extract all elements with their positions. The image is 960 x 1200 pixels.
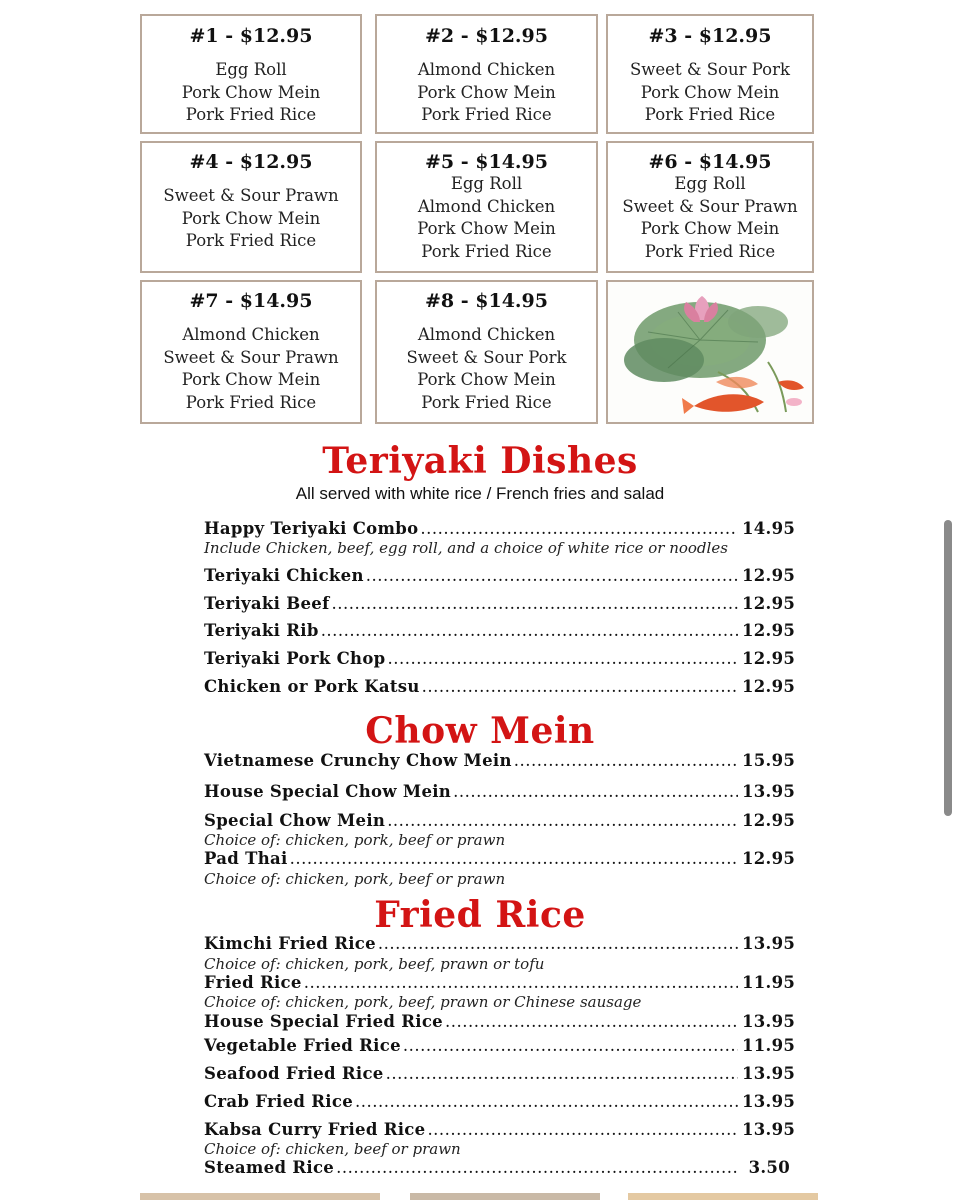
menu-item-price: 12.95 <box>742 594 796 613</box>
menu-item-price: 12.95 <box>742 649 796 668</box>
combo-header: #5 - $14.95 <box>425 151 548 173</box>
combo-item: Pork Fried Rice <box>185 105 317 124</box>
combo-box-6 <box>606 141 814 273</box>
combo-item: Pork Fried Rice <box>421 105 552 124</box>
combo-item: Sweet & Sour Prawn <box>163 186 339 205</box>
dot-leader <box>290 849 738 868</box>
combo-item: Sweet & Sour Pork <box>406 347 567 367</box>
menu-item <box>204 594 796 616</box>
menu-item-name: Teriyaki Pork Chop <box>204 649 386 668</box>
menu-item <box>204 811 796 833</box>
menu-item <box>204 849 796 871</box>
combo-header: #6 - $14.95 <box>648 151 772 173</box>
menu-item-price: 12.95 <box>742 566 796 585</box>
menu-item-price: 13.95 <box>742 934 796 953</box>
combo-item: Pork Chow Mein <box>640 82 780 102</box>
menu-item <box>204 649 796 671</box>
menu-item-price: 15.95 <box>742 751 796 770</box>
dot-leader <box>453 782 738 801</box>
lotus-koi-illustration <box>608 282 812 422</box>
combo-item: Pork Chow Mein <box>181 82 321 102</box>
combo-item: Pork Fried Rice <box>421 241 552 261</box>
combo-box-3 <box>606 14 814 134</box>
combo-item: Almond Chicken <box>417 60 556 79</box>
combo-item: Pork Fried Rice <box>644 105 776 124</box>
menu-item-price: 14.95 <box>742 519 796 538</box>
menu-item-price: 13.95 <box>742 1092 796 1111</box>
menu-item <box>204 751 796 773</box>
menu-item-price: 3.50 <box>748 1158 790 1177</box>
menu-item-note: Choice of: chicken, pork, beef, prawn or tofu <box>204 955 545 973</box>
menu-item-price: 13.95 <box>742 1012 796 1031</box>
dot-leader <box>336 1158 738 1177</box>
vertical-scrollbar[interactable] <box>944 520 952 816</box>
combo-item: Pork Fried Rice <box>185 231 317 250</box>
menu-item-name: Fried Rice <box>204 973 302 992</box>
menu-item <box>204 677 796 699</box>
dot-leader <box>422 677 738 696</box>
menu-item-price: 12.95 <box>742 621 796 640</box>
menu-item-price: 11.95 <box>742 973 796 992</box>
combo-item: Almond Chicken <box>182 325 320 344</box>
combo-item: Almond Chicken <box>417 196 556 216</box>
menu-item-name: Crab Fried Rice <box>204 1092 353 1111</box>
menu-item <box>204 1012 796 1034</box>
menu-item-name: Vietnamese Crunchy Chow Mein <box>204 751 512 770</box>
combo-box-7 <box>140 280 362 424</box>
menu-item-price: 12.95 <box>742 849 796 868</box>
menu-item-price: 11.95 <box>742 1036 796 1055</box>
combo-item: Sweet & Sour Prawn <box>622 196 798 216</box>
menu-item-name: Chicken or Pork Katsu <box>204 677 420 696</box>
combo-box-5 <box>375 141 598 273</box>
menu-item-name: Pad Thai <box>204 849 288 868</box>
combo-item: Pork Chow Mein <box>417 82 556 102</box>
dot-leader <box>321 621 738 640</box>
menu-item-price: 13.95 <box>742 1120 796 1139</box>
menu-item-name: Special Chow Mein <box>204 811 386 830</box>
combo-box-8 <box>375 280 598 424</box>
combo-header: #2 - $12.95 <box>425 25 548 47</box>
combo-item: Pork Chow Mein <box>417 219 556 238</box>
menu-item <box>204 621 796 643</box>
menu-item <box>204 1158 790 1180</box>
combo-header: #3 - $12.95 <box>648 25 772 47</box>
section-title-teriyaki: Teriyaki Dishes <box>322 440 638 482</box>
section-title-fried-rice: Fried Rice <box>374 894 586 936</box>
combo-header: #4 - $12.95 <box>189 151 313 173</box>
menu-item <box>204 782 796 804</box>
menu-item-name: Kimchi Fried Rice <box>204 934 376 953</box>
combo-item: Pork Chow Mein <box>181 370 321 389</box>
combo-item: Pork Fried Rice <box>185 392 317 412</box>
combo-header: #7 - $14.95 <box>189 290 313 312</box>
menu-item <box>204 1064 796 1086</box>
dot-leader <box>332 594 738 613</box>
combo-item: Egg Roll <box>215 60 287 79</box>
menu-item <box>204 566 796 588</box>
menu-item <box>204 934 796 956</box>
combo-item: Almond Chicken <box>417 325 556 344</box>
menu-item-price: 12.95 <box>742 811 796 830</box>
menu-item <box>204 1120 796 1142</box>
menu-item-note: Choice of: chicken, beef or prawn <box>204 1140 461 1158</box>
combo-item: Pork Fried Rice <box>644 241 776 261</box>
combo-item: Sweet & Sour Prawn <box>163 347 339 367</box>
combo-item: Pork Chow Mein <box>181 208 321 228</box>
menu-item <box>204 519 796 541</box>
combo-item: Pork Fried Rice <box>421 392 552 412</box>
menu-item-name: House Special Chow Mein <box>204 782 452 801</box>
food-photo-edge <box>628 1193 818 1200</box>
menu-item-note: Include Chicken, beef, egg roll, and a choice of white rice or noodles <box>204 539 728 557</box>
dot-leader <box>304 973 738 992</box>
combo-box-2 <box>375 14 598 134</box>
menu-item-note: Choice of: chicken, pork, beef or prawn <box>204 831 506 849</box>
menu-item-name: Teriyaki Chicken <box>204 566 364 585</box>
food-photo-edge <box>410 1193 600 1200</box>
menu-item-name: Seafood Fried Rice <box>204 1064 384 1083</box>
combo-header: #1 - $12.95 <box>189 25 313 47</box>
menu-item <box>204 973 796 995</box>
dot-leader <box>386 1064 738 1083</box>
dot-leader <box>514 751 738 770</box>
dot-leader <box>445 1012 738 1031</box>
dot-leader <box>387 811 738 830</box>
combo-item: Pork Chow Mein <box>417 370 556 389</box>
menu-item-price: 13.95 <box>742 1064 796 1083</box>
combo-box-4 <box>140 141 362 273</box>
dot-leader <box>387 649 738 668</box>
dot-leader <box>378 934 738 953</box>
section-subtitle-teriyaki: All served with white rice / French fries and salad <box>295 484 665 503</box>
combo-item: Sweet & Sour Pork <box>629 60 790 79</box>
dot-leader <box>355 1092 738 1111</box>
menu-item-name: House Special Fried Rice <box>204 1012 443 1031</box>
combo-item: Egg Roll <box>450 174 523 193</box>
dot-leader <box>403 1036 738 1055</box>
menu-item-name: Teriyaki Rib <box>204 621 319 640</box>
menu-item <box>204 1036 796 1058</box>
menu-item-name: Steamed Rice <box>204 1158 335 1177</box>
combo-box-1 <box>140 14 362 134</box>
section-title-chow-mein: Chow Mein <box>365 710 595 752</box>
combo-item: Pork Chow Mein <box>640 219 780 238</box>
menu-item-name: Kabsa Curry Fried Rice <box>204 1120 426 1139</box>
menu-item-price: 13.95 <box>742 782 796 801</box>
lotus-koi-illustration-box <box>606 280 814 424</box>
food-photo-edge <box>140 1193 380 1200</box>
menu-item-name: Teriyaki Beef <box>204 594 330 613</box>
dot-leader <box>366 566 738 585</box>
dot-leader <box>420 519 738 538</box>
menu-item-note: Choice of: chicken, pork, beef or prawn <box>204 870 506 888</box>
combo-item: Egg Roll <box>674 174 746 193</box>
menu-item-name: Happy Teriyaki Combo <box>204 519 419 538</box>
menu-item-note: Choice of: chicken, pork, beef, prawn or Chinese sausage <box>204 993 642 1011</box>
menu-item-price: 12.95 <box>742 677 796 696</box>
combo-header: #8 - $14.95 <box>425 290 548 312</box>
dot-leader <box>427 1120 738 1139</box>
menu-item-name: Vegetable Fried Rice <box>204 1036 401 1055</box>
menu-item <box>204 1092 796 1114</box>
